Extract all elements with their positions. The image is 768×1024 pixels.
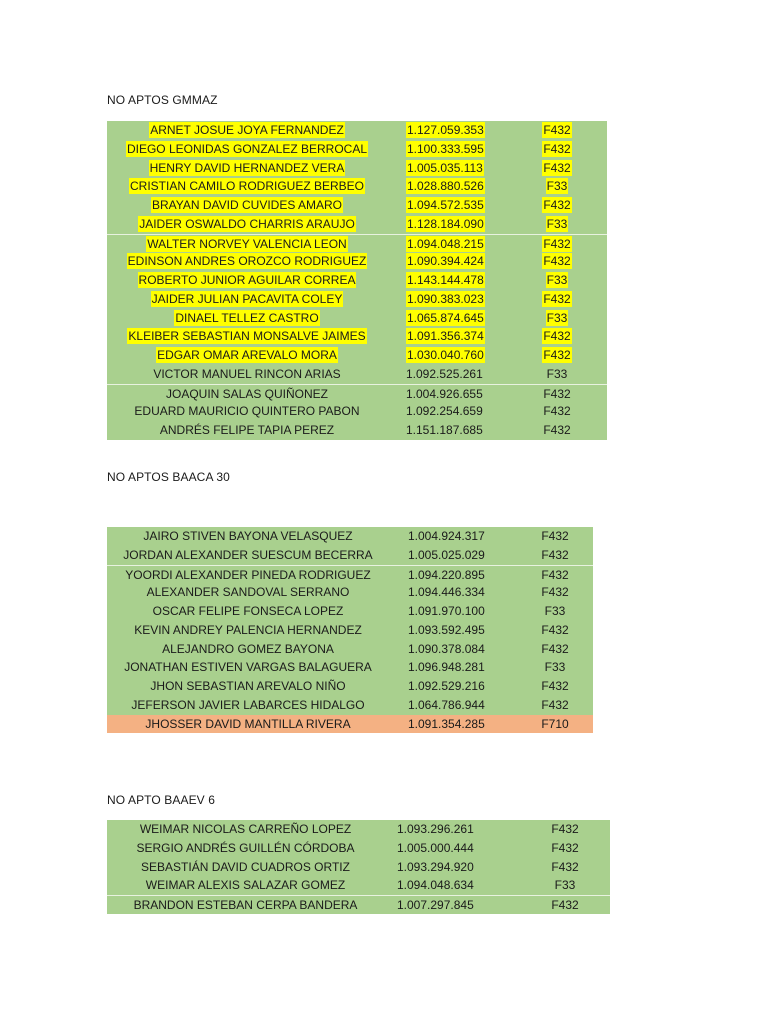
- cell-id: [397, 839, 497, 858]
- cell-code: [515, 658, 595, 677]
- cell-id: [408, 621, 508, 640]
- table-row: [107, 895, 610, 914]
- cell-code: [525, 876, 605, 895]
- cell-name-text: OSCAR FELIPE FONSECA LOPEZ: [152, 604, 344, 618]
- cell-code-text: F432: [543, 423, 571, 437]
- cell-name-text: JORDAN ALEXANDER SUESCUM BECERRA: [123, 547, 373, 562]
- cell-id: [397, 896, 497, 914]
- cell-name: [107, 402, 387, 421]
- cell-id: [406, 271, 506, 290]
- cell-code: [517, 421, 597, 440]
- table-row: [107, 583, 593, 602]
- table-row: [107, 252, 607, 271]
- cell-code-text: F432: [543, 291, 571, 306]
- cell-name-text: JEFERSON JAVIER LABARCES HIDALGO: [131, 697, 365, 712]
- cell-code: [517, 365, 597, 384]
- cell-code: [525, 896, 605, 914]
- table-row: [107, 640, 593, 659]
- cell-id: [408, 583, 508, 602]
- cell-name-text: SEBASTIÁN DAVID CUADROS ORTIZ: [141, 859, 350, 874]
- cell-id-text: 1.093.294.920: [397, 859, 474, 874]
- cell-code-text: F432: [543, 404, 571, 419]
- cell-name-text: EDUARD MAURICIO QUINTERO PABON: [134, 404, 360, 419]
- cell-name: [107, 290, 387, 309]
- cell-id-text: 1.094.446.334: [408, 585, 485, 600]
- cell-code: [515, 677, 595, 696]
- cell-name: [107, 252, 387, 271]
- cell-id-text: 1.091.354.285: [408, 716, 485, 731]
- table-row: [107, 839, 610, 858]
- cell-code-text: F432: [543, 386, 571, 401]
- cell-name: [107, 858, 384, 877]
- cell-id-text: 1.094.572.535: [407, 198, 484, 212]
- cell-id-text: 1.092.529.216: [408, 679, 485, 693]
- cell-name-text: KLEIBER SEBASTIAN MONSALVE JAIMES: [128, 329, 366, 344]
- table-row: [107, 290, 607, 309]
- table-row: [107, 215, 607, 234]
- cell-id-text: 1.090.383.023: [407, 291, 484, 306]
- table-row: [107, 820, 610, 839]
- cell-name: [107, 546, 389, 565]
- cell-name: [107, 215, 387, 234]
- cell-code-text: F432: [551, 898, 579, 912]
- cell-code: [525, 820, 605, 839]
- cell-id-text: 1.091.356.374: [407, 329, 484, 344]
- table-row: [107, 384, 607, 403]
- cell-id-text: 1.094.220.895: [408, 567, 485, 582]
- cell-name: [107, 640, 389, 659]
- cell-name: [107, 140, 387, 159]
- cell-code-text: F432: [543, 160, 571, 175]
- cell-name-text: ARNET JOSUE JOYA FERNANDEZ: [150, 123, 344, 137]
- cell-name-text: ROBERTO JUNIOR AGUILAR CORREA: [138, 273, 356, 287]
- cell-code-text: F432: [543, 198, 571, 212]
- cell-name-text: ALEXANDER SANDOVAL SERRANO: [146, 585, 350, 600]
- cell-name-text: BRAYAN DAVID CUVIDES AMARO: [151, 198, 343, 212]
- cell-code: [517, 140, 597, 159]
- cell-id-text: 1.093.592.495: [408, 622, 485, 637]
- cell-id: [408, 640, 508, 659]
- cell-code: [515, 583, 595, 602]
- cell-code-text: F432: [541, 547, 569, 562]
- cell-code-text: F432: [543, 141, 571, 156]
- cell-id: [406, 402, 506, 421]
- cell-name-text: KEVIN ANDREY PALENCIA HERNANDEZ: [134, 622, 362, 637]
- cell-name-text: JAIRO STIVEN BAYONA VELASQUEZ: [143, 529, 353, 543]
- cell-code: [515, 527, 595, 546]
- cell-code: [515, 696, 595, 715]
- cell-id-text: 1.065.874.645: [407, 310, 484, 325]
- cell-code: [515, 602, 595, 621]
- cell-code: [517, 346, 597, 365]
- cell-code-text: F432: [543, 329, 571, 344]
- cell-name-text: DIEGO LEONIDAS GONZALEZ BERROCAL: [126, 141, 368, 156]
- cell-name-text: JONATHAN ESTIVEN VARGAS BALAGUERA: [124, 660, 372, 675]
- cell-id-text: 1.090.394.424: [407, 254, 484, 269]
- table-row: [107, 402, 607, 421]
- cell-code-text: F432: [541, 697, 569, 712]
- cell-name-text: YOORDI ALEXANDER PINEDA RODRIGUEZ: [125, 567, 371, 582]
- cell-id-text: 1.151.187.685: [406, 423, 483, 437]
- cell-code-text: F432: [551, 859, 579, 874]
- table-row: [107, 858, 610, 877]
- cell-id: [406, 140, 506, 159]
- cell-id: [408, 658, 508, 677]
- cell-name: [107, 271, 387, 290]
- cell-code-text: F432: [541, 622, 569, 637]
- cell-code-text: F432: [541, 585, 569, 600]
- cell-id: [408, 566, 508, 584]
- cell-name: [107, 235, 387, 253]
- cell-id-text: 1.096.948.281: [408, 660, 485, 675]
- cell-id-text: 1.094.048.634: [397, 878, 474, 893]
- cell-id-text: 1.092.525.261: [406, 366, 483, 381]
- cell-name-text: WEIMAR ALEXIS SALAZAR GOMEZ: [145, 878, 346, 893]
- cell-code-text: F432: [543, 236, 571, 251]
- cell-code: [525, 858, 605, 877]
- cell-id-text: 1.005.025.029: [408, 547, 485, 562]
- section-title-baaev: NO APTO BAAEV 6: [107, 793, 215, 807]
- cell-name-text: ALEJANDRO GOMEZ BAYONA: [162, 641, 334, 656]
- cell-name: [107, 365, 387, 384]
- table-row: [107, 327, 607, 346]
- cell-code-text: F33: [544, 604, 566, 618]
- cell-id: [408, 602, 508, 621]
- cell-name: [107, 121, 387, 140]
- cell-id: [406, 309, 506, 328]
- cell-name-text: JOAQUIN SALAS QUIÑONEZ: [165, 386, 329, 401]
- cell-id: [406, 196, 506, 215]
- cell-id-text: 1.007.297.845: [397, 898, 474, 912]
- table-row: [107, 621, 593, 640]
- table-row: [107, 177, 607, 196]
- cell-id-text: 1.091.970.100: [408, 604, 485, 618]
- cell-id: [397, 820, 497, 839]
- cell-id-text: 1.092.254.659: [406, 404, 483, 419]
- cell-id-text: 1.100.333.595: [407, 141, 484, 156]
- cell-code: [517, 309, 597, 328]
- cell-code-text: F432: [543, 348, 571, 362]
- cell-id: [397, 858, 497, 877]
- cell-name-text: ANDRÉS FELIPE TAPIA PEREZ: [159, 423, 335, 437]
- cell-id-text: 1.094.048.215: [407, 236, 484, 251]
- cell-code: [517, 215, 597, 234]
- cell-code: [517, 121, 597, 140]
- table-row: [107, 140, 607, 159]
- cell-code-text: F432: [541, 567, 569, 582]
- cell-name: [107, 658, 389, 677]
- cell-name: [107, 839, 384, 858]
- cell-code-text: F432: [541, 679, 569, 693]
- cell-code: [515, 566, 595, 584]
- cell-id: [408, 696, 508, 715]
- cell-code: [515, 621, 595, 640]
- cell-code: [515, 640, 595, 659]
- cell-id: [408, 546, 508, 565]
- table-row: [107, 309, 607, 328]
- table-row: [107, 365, 607, 384]
- table-row: [107, 546, 593, 565]
- cell-id: [406, 235, 506, 253]
- table-row: [107, 565, 593, 584]
- cell-name: [107, 421, 387, 440]
- cell-name-text: JHOSSER DAVID MANTILLA RIVERA: [145, 716, 351, 731]
- cell-name: [107, 696, 389, 715]
- cell-code: [517, 402, 597, 421]
- cell-code: [517, 271, 597, 290]
- cell-code-text: F432: [541, 529, 569, 543]
- cell-id: [406, 290, 506, 309]
- cell-id-text: 1.090.378.084: [408, 641, 485, 656]
- table-row: [107, 421, 607, 440]
- cell-name-text: BRANDON ESTEBAN CERPA BANDERA: [133, 898, 358, 912]
- cell-code-text: F33: [546, 179, 568, 194]
- cell-code: [517, 290, 597, 309]
- cell-code-text: F33: [546, 216, 568, 231]
- cell-name: [107, 820, 384, 839]
- cell-name: [107, 177, 387, 196]
- cell-id: [406, 177, 506, 196]
- cell-name-text: JAIDER OSWALDO CHARRIS ARAUJO: [139, 216, 355, 231]
- cell-code: [517, 159, 597, 178]
- cell-name: [107, 196, 387, 215]
- table-row: [107, 696, 593, 715]
- cell-code: [517, 235, 597, 253]
- cell-name-text: SERGIO ANDRÉS GUILLÉN CÓRDOBA: [136, 840, 355, 855]
- table-row: [107, 658, 593, 677]
- cell-name: [107, 876, 384, 895]
- table-gmmaz: [107, 121, 607, 440]
- table-row: [107, 677, 593, 696]
- cell-name: [107, 677, 389, 696]
- cell-id: [408, 715, 508, 734]
- cell-code: [517, 196, 597, 215]
- table-row: [107, 346, 607, 365]
- section-title-gmmaz: NO APTOS GMMAZ: [107, 93, 218, 107]
- cell-code: [515, 715, 595, 734]
- cell-id-text: 1.128.184.090: [407, 216, 484, 231]
- cell-id-text: 1.030.040.760: [407, 348, 484, 362]
- cell-name: [107, 527, 389, 546]
- table-row: [107, 234, 607, 253]
- cell-name: [107, 327, 387, 346]
- cell-id: [408, 527, 508, 546]
- cell-id-text: 1.143.144.478: [407, 273, 484, 287]
- cell-name-text: WALTER NORVEY VALENCIA LEON: [147, 236, 347, 251]
- cell-code: [517, 327, 597, 346]
- cell-id-text: 1.005.000.444: [397, 840, 474, 855]
- cell-name-text: WEIMAR NICOLAS CARREÑO LOPEZ: [139, 822, 352, 836]
- cell-id: [406, 327, 506, 346]
- cell-id-text: 1.004.924.317: [408, 529, 485, 543]
- cell-name: [107, 309, 387, 328]
- cell-name: [107, 346, 387, 365]
- cell-name: [107, 715, 389, 734]
- cell-code: [517, 252, 597, 271]
- cell-name-text: EDGAR OMAR AREVALO MORA: [157, 348, 337, 362]
- table-row: [107, 527, 593, 546]
- table-row: [107, 876, 610, 895]
- table-row: [107, 121, 607, 140]
- cell-code-text: F432: [543, 254, 571, 269]
- cell-code-text: F33: [544, 660, 566, 675]
- cell-code-text: F432: [543, 123, 571, 137]
- cell-name-text: JHON SEBASTIAN AREVALO NIÑO: [150, 679, 346, 693]
- cell-id: [406, 421, 506, 440]
- cell-id: [397, 876, 497, 895]
- cell-name-text: CRISTIAN CAMILO RODRIGUEZ BERBEO: [129, 179, 365, 194]
- table-row: [107, 196, 607, 215]
- cell-code-text: F33: [554, 878, 576, 893]
- cell-id: [406, 365, 506, 384]
- cell-id-text: 1.005.035.113: [407, 160, 483, 175]
- table-row: [107, 159, 607, 178]
- cell-id: [406, 159, 506, 178]
- cell-id-text: 1.064.786.944: [408, 697, 485, 712]
- table-baaev: [107, 820, 610, 914]
- table-baaca: [107, 527, 593, 733]
- cell-id-text: 1.028.880.526: [407, 179, 484, 194]
- table-row: [107, 271, 607, 290]
- table-row: [107, 715, 593, 734]
- cell-code: [517, 177, 597, 196]
- cell-name: [107, 566, 389, 584]
- section-title-baaca: NO APTOS BAACA 30: [107, 470, 230, 484]
- cell-code-text: F432: [551, 822, 579, 836]
- cell-id: [408, 677, 508, 696]
- cell-id: [406, 346, 506, 365]
- cell-id-text: 1.127.059.353: [407, 123, 484, 137]
- cell-name: [107, 159, 387, 178]
- cell-code-text: F33: [546, 310, 568, 325]
- cell-name: [107, 602, 389, 621]
- cell-name: [107, 621, 389, 640]
- cell-name: [107, 385, 387, 403]
- cell-id: [406, 252, 506, 271]
- cell-name-text: HENRY DAVID HERNANDEZ VERA: [149, 160, 345, 175]
- cell-name: [107, 583, 389, 602]
- cell-id: [406, 385, 506, 403]
- cell-code-text: F33: [546, 273, 568, 287]
- cell-code-text: F432: [551, 840, 579, 855]
- cell-code-text: F432: [541, 641, 569, 656]
- cell-name: [107, 896, 384, 914]
- cell-name-text: EDINSON ANDRES OROZCO RODRIGUEZ: [127, 254, 367, 269]
- cell-name-text: JAIDER JULIAN PACAVITA COLEY: [151, 291, 343, 306]
- cell-name-text: VICTOR MANUEL RINCON ARIAS: [153, 366, 341, 381]
- table-row: [107, 602, 593, 621]
- cell-id-text: 1.004.926.655: [406, 386, 483, 401]
- cell-id: [406, 215, 506, 234]
- cell-code-text: F33: [546, 366, 568, 381]
- cell-id: [406, 121, 506, 140]
- cell-code: [517, 385, 597, 403]
- cell-code: [525, 839, 605, 858]
- cell-code: [515, 546, 595, 565]
- cell-id-text: 1.093.296.261: [397, 822, 474, 836]
- cell-name-text: DINAEL TELLEZ CASTRO: [175, 310, 319, 325]
- cell-code-text: F710: [541, 716, 569, 731]
